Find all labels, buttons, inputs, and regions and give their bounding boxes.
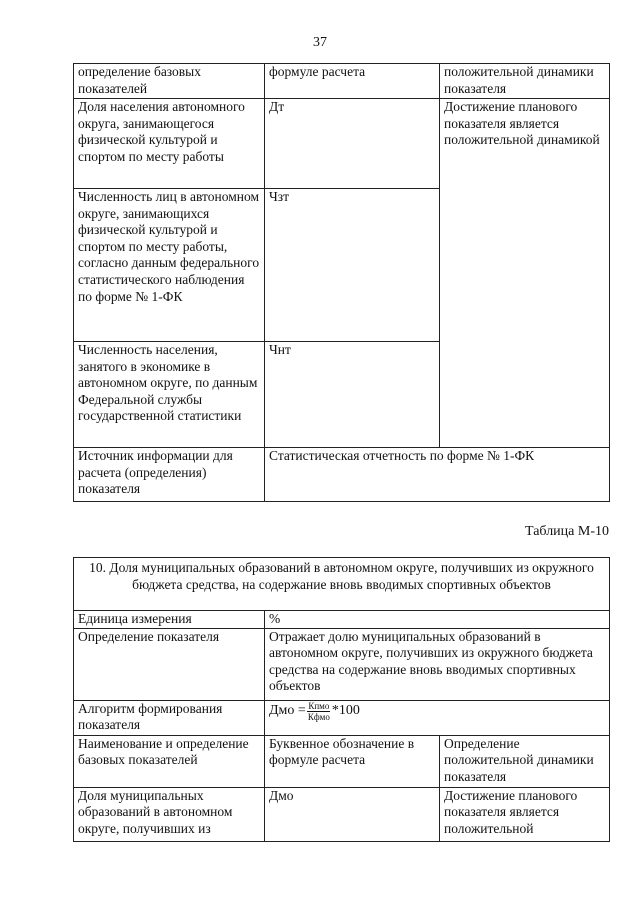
formula-cell <box>265 700 610 735</box>
table-row <box>74 64 610 99</box>
table-row <box>74 448 610 502</box>
formula-lhs: Дмо = <box>269 702 306 718</box>
table-row <box>74 628 610 700</box>
indicator-table-continued <box>73 63 610 502</box>
table-cell: Численность лиц в автономном округе, занимающихся физической культурой и спортом по месту работы, согласно данным федерального статистического наблюдения по форме № 1-ФК <box>74 189 265 342</box>
table-row <box>74 611 610 629</box>
table-cell: Статистическая отчетность по форме № 1-ФК <box>265 448 610 502</box>
formula-fraction <box>307 701 331 722</box>
formula-denominator: Кфмо <box>307 711 330 722</box>
page-number: 37 <box>313 35 327 50</box>
table-cell: Доля муниципальных образований в автономном округе, получивших из <box>74 787 265 841</box>
table-cell: определение базовых показателей <box>74 64 265 99</box>
table-title: 10. Доля муниципальных образований в автономном округе, получивших из окружного бюджета средства, на содержание вновь вводимых спортивных объектов <box>74 558 610 611</box>
table-row <box>74 735 610 787</box>
formula-rhs: *100 <box>331 702 360 718</box>
table-cell: Чзт <box>265 189 440 342</box>
table-cell: Доля населения автономного округа, занимающегося физической культурой и спортом по месту работы <box>74 99 265 189</box>
table-cell: положительной динамики показателя <box>440 64 610 99</box>
indicator-table-m10 <box>73 557 610 842</box>
table-cell: Достижение планового показателя является положительной <box>440 787 610 841</box>
table-cell: Буквенное обозначение в формуле расчета <box>265 735 440 787</box>
table-cell: Единица измерения <box>74 611 265 629</box>
table-cell: Определение показателя <box>74 628 265 700</box>
table-cell: Источник информации для расчета (определения) показателя <box>74 448 265 502</box>
formula <box>269 701 360 722</box>
table-cell: Алгоритм формирования показателя <box>74 700 265 735</box>
table-cell: Наименование и определение базовых показателей <box>74 735 265 787</box>
table-cell: Чнт <box>265 342 440 448</box>
table-row <box>74 99 610 189</box>
table-cell: Дт <box>265 99 440 189</box>
formula-numerator: Кпмо <box>308 700 330 711</box>
table-cell: % <box>265 611 610 629</box>
table-cell: Определение положительной динамики показателя <box>440 735 610 787</box>
table-row <box>74 558 610 611</box>
table-row <box>74 700 610 735</box>
dynamics-cell: Достижение планового показателя является положительной динамикой <box>440 99 610 448</box>
table-cell: Численность населения, занятого в экономике в автономном округе, по данным Федеральной службы государственной статистики <box>74 342 265 448</box>
table-cell: Отражает долю муниципальных образований в автономном округе, получивших из окружного бюджета средства на содержание вновь вводимых спортивных объектов <box>265 628 610 700</box>
table-row <box>74 787 610 841</box>
table-cell: формуле расчета <box>265 64 440 99</box>
table-caption: Таблица М-10 <box>525 524 609 539</box>
table-cell: Дмо <box>265 787 440 841</box>
